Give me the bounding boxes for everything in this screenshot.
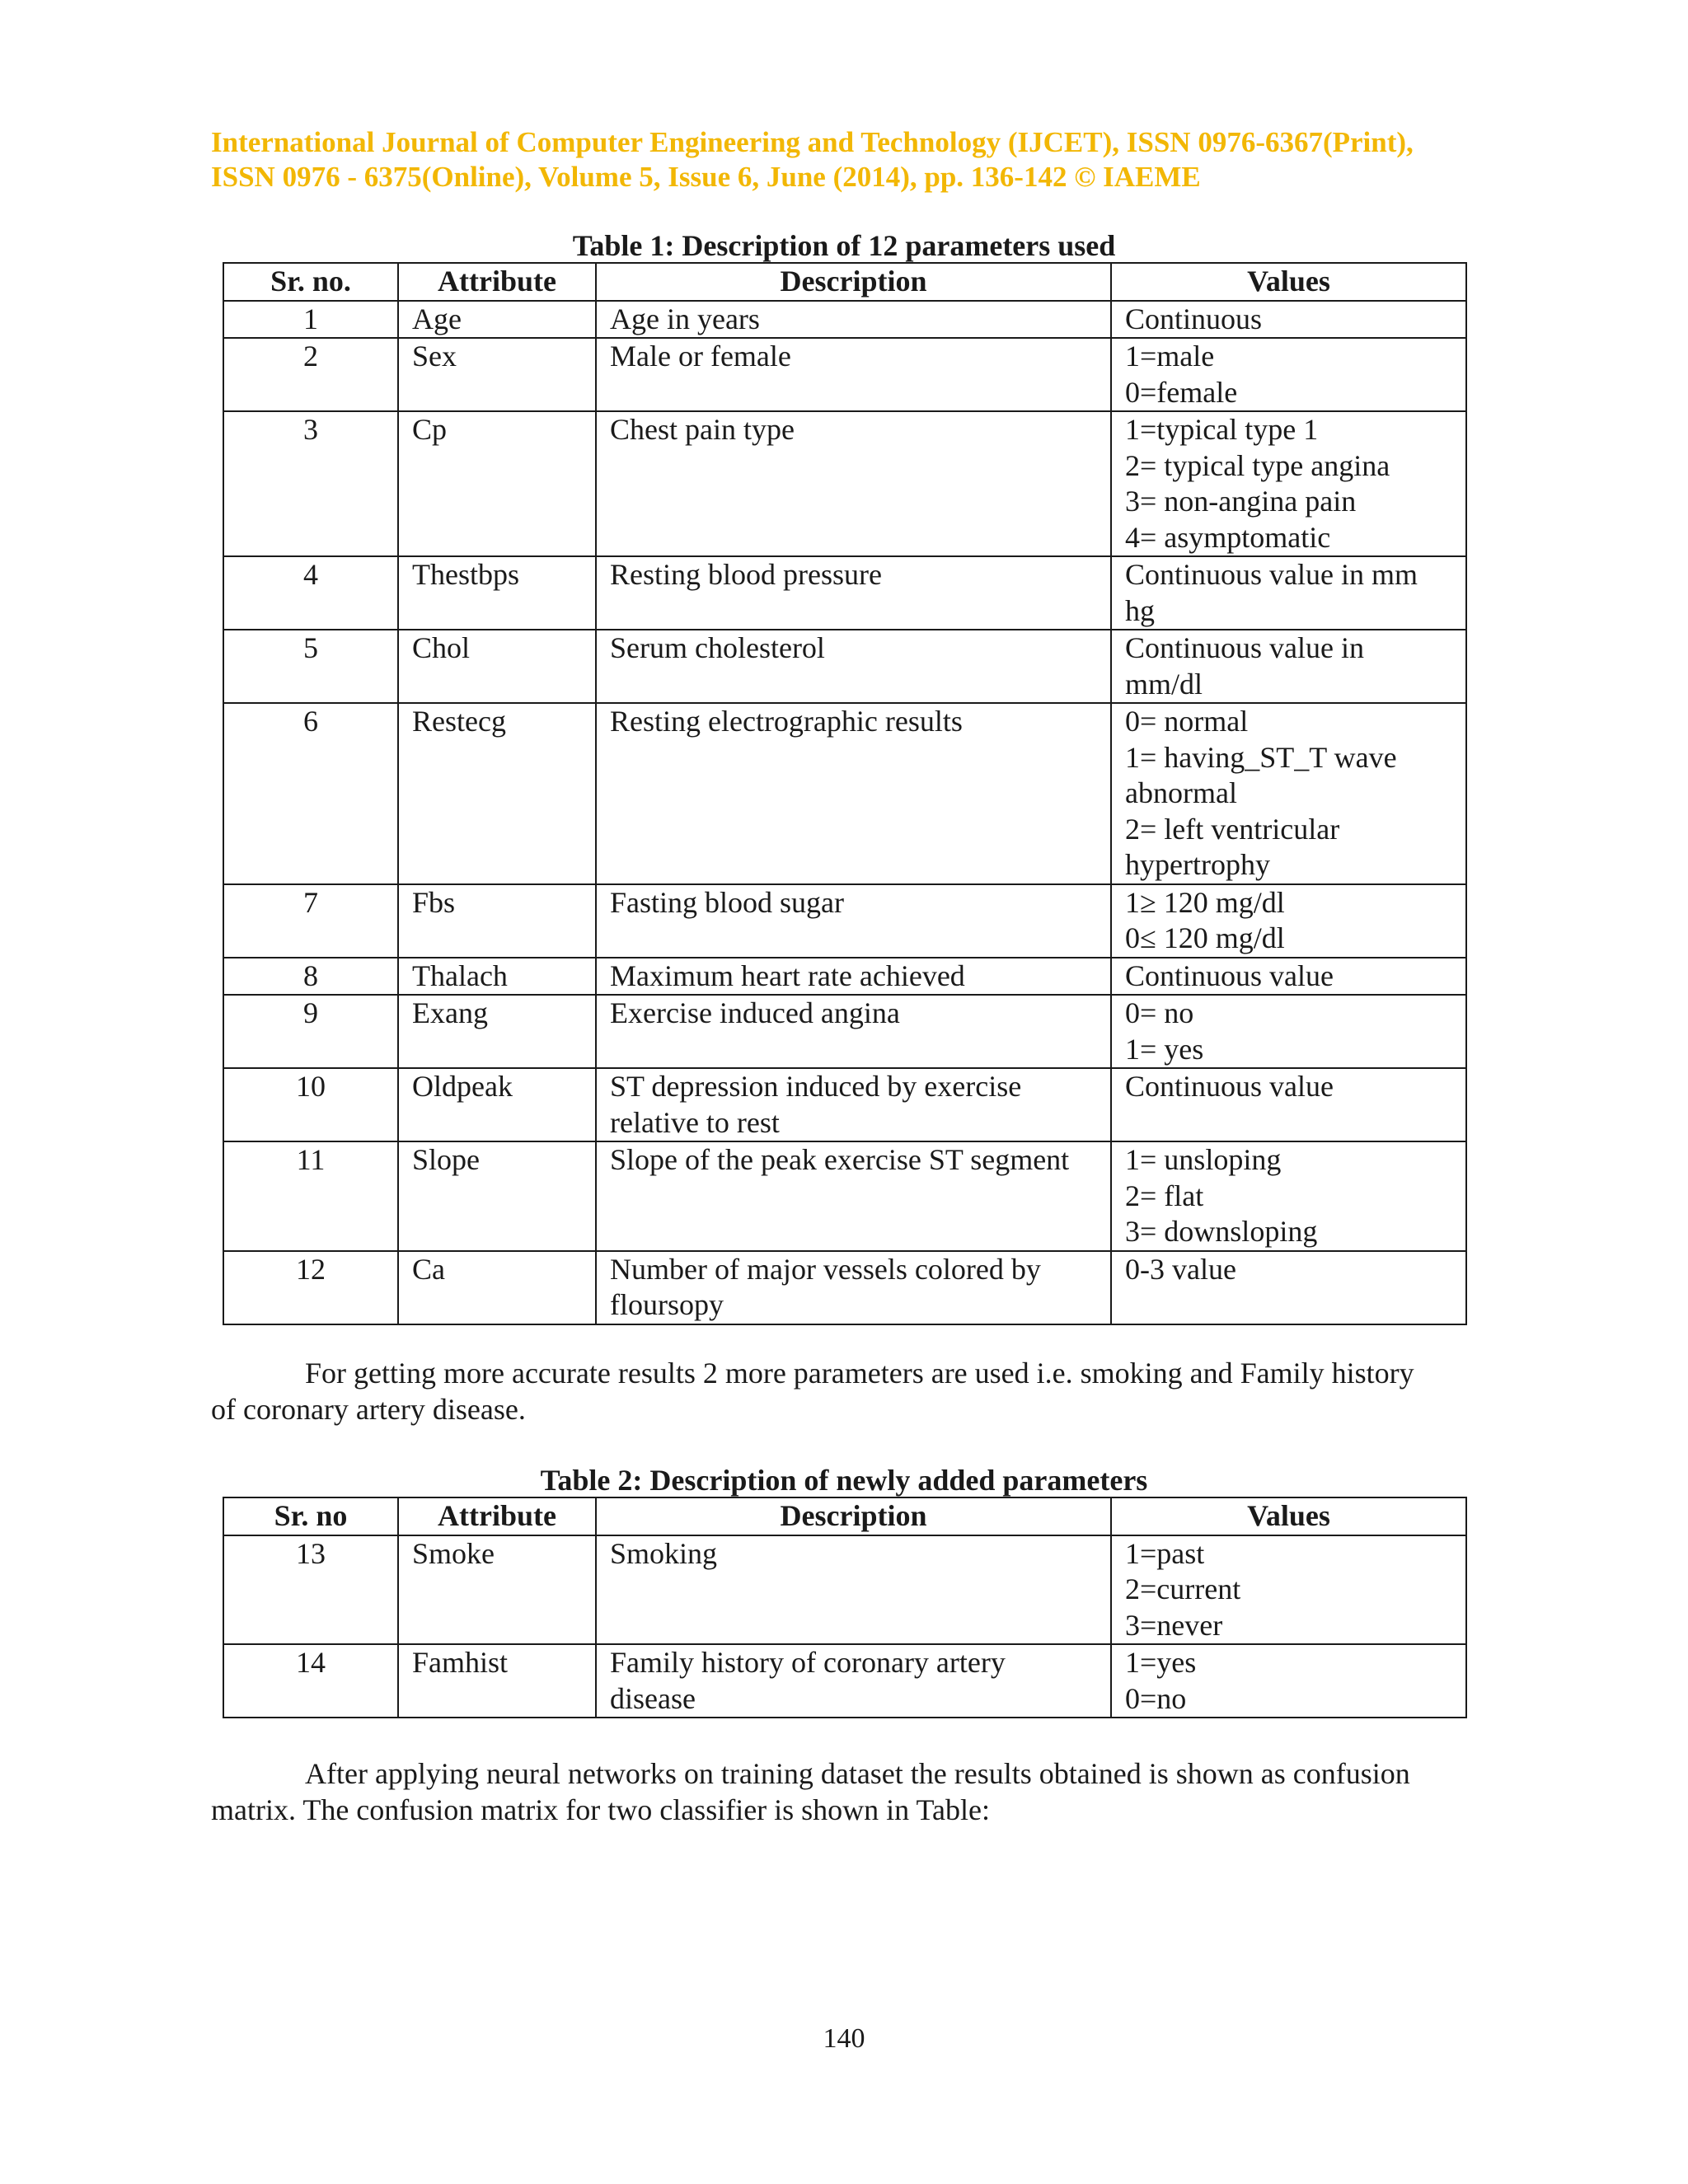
cell-description bbox=[596, 1535, 1111, 1645]
cell-values bbox=[1111, 884, 1466, 958]
table1-header-row bbox=[223, 263, 1466, 301]
cell-description bbox=[596, 556, 1111, 630]
journal-header bbox=[211, 125, 1480, 194]
cell-sr-no: 9 bbox=[223, 995, 398, 1068]
cell-sr-no: 12 bbox=[223, 1251, 398, 1324]
value-line: Continuous value in bbox=[1125, 631, 1364, 664]
description-line: Chest pain type bbox=[610, 413, 795, 446]
table2-header-attribute: Attribute bbox=[398, 1497, 596, 1535]
value-line: 1=yes bbox=[1125, 1646, 1197, 1679]
value-line: 2= typical type angina bbox=[1125, 448, 1390, 482]
description-line: relative to rest bbox=[610, 1105, 780, 1139]
cell-sr-no: 2 bbox=[223, 338, 398, 411]
value-line: mm/dl bbox=[1125, 667, 1203, 701]
paragraph2-line-1: After applying neural networks on training dataset the results obtained is shown as confusion bbox=[305, 1757, 1410, 1790]
cell-sr-no: 11 bbox=[223, 1141, 398, 1251]
table-row bbox=[223, 301, 1466, 339]
cell-sr-no: 3 bbox=[223, 411, 398, 556]
value-line: 1= having_ST_T wave bbox=[1125, 740, 1397, 774]
cell-description bbox=[596, 1251, 1111, 1324]
value-line: 1=past bbox=[1125, 1536, 1205, 1570]
value-line: Continuous value bbox=[1125, 958, 1334, 992]
table-row bbox=[223, 1251, 1466, 1324]
description-line: Serum cholesterol bbox=[610, 631, 825, 664]
table2-header-row bbox=[223, 1497, 1466, 1535]
journal-header-line-1: International Journal of Computer Engineering and Technology (IJCET), ISSN 0976-6367(Print), bbox=[211, 126, 1414, 158]
cell-values bbox=[1111, 630, 1466, 703]
table2-body bbox=[223, 1535, 1466, 1718]
description-line: Number of major vessels colored by bbox=[610, 1252, 1041, 1286]
value-line: Continuous value bbox=[1125, 1070, 1334, 1103]
table1-parameters bbox=[223, 262, 1467, 1325]
value-line: 1= unsloping bbox=[1125, 1143, 1282, 1176]
table-row bbox=[223, 630, 1466, 703]
cell-sr-no: 1 bbox=[223, 301, 398, 339]
table-row bbox=[223, 995, 1466, 1068]
cell-values bbox=[1111, 703, 1466, 884]
cell-sr-no: 14 bbox=[223, 1644, 398, 1718]
paragraph1-line-2: of coronary artery disease. bbox=[211, 1392, 526, 1426]
cell-description bbox=[596, 411, 1111, 556]
cell-attribute: Chol bbox=[398, 630, 596, 703]
table2-header-values: Values bbox=[1111, 1497, 1466, 1535]
cell-values bbox=[1111, 1141, 1466, 1251]
value-line: 4= asymptomatic bbox=[1125, 520, 1331, 554]
cell-attribute: Thalach bbox=[398, 958, 596, 996]
value-line: hg bbox=[1125, 593, 1155, 627]
table1-caption: Table 1: Description of 12 parameters used bbox=[572, 229, 1116, 262]
cell-attribute: Ca bbox=[398, 1251, 596, 1324]
cell-description bbox=[596, 1644, 1111, 1718]
table1-header-description: Description bbox=[596, 263, 1111, 301]
value-line: 0= normal bbox=[1125, 705, 1249, 738]
description-line: floursopy bbox=[610, 1288, 724, 1321]
cell-attribute: Age bbox=[398, 301, 596, 339]
cell-values bbox=[1111, 338, 1466, 411]
value-line: abnormal bbox=[1125, 776, 1237, 809]
table-row bbox=[223, 1535, 1466, 1645]
cell-attribute: Restecg bbox=[398, 703, 596, 884]
value-line: 1= yes bbox=[1125, 1032, 1204, 1066]
table1-header-attribute: Attribute bbox=[398, 263, 596, 301]
cell-attribute: Oldpeak bbox=[398, 1068, 596, 1141]
value-line: 0≤ 120 mg/dl bbox=[1125, 921, 1285, 954]
table-row bbox=[223, 556, 1466, 630]
cell-description bbox=[596, 958, 1111, 996]
cell-sr-no: 6 bbox=[223, 703, 398, 884]
cell-values bbox=[1111, 1644, 1466, 1718]
paragraph1-line-1: For getting more accurate results 2 more parameters are used i.e. smoking and Family history bbox=[305, 1357, 1414, 1390]
cell-values bbox=[1111, 1251, 1466, 1324]
value-line: hypertrophy bbox=[1125, 848, 1270, 881]
cell-attribute: Cp bbox=[398, 411, 596, 556]
description-line: ST depression induced by exercise bbox=[610, 1070, 1022, 1103]
cell-values bbox=[1111, 556, 1466, 630]
cell-sr-no: 7 bbox=[223, 884, 398, 958]
value-line: 0=female bbox=[1125, 375, 1238, 409]
value-line: 2= flat bbox=[1125, 1179, 1204, 1212]
value-line: 0=no bbox=[1125, 1681, 1187, 1715]
table1-header-values: Values bbox=[1111, 263, 1466, 301]
cell-values bbox=[1111, 411, 1466, 556]
description-line: Male or female bbox=[610, 340, 791, 373]
table-row bbox=[223, 884, 1466, 958]
cell-sr-no: 10 bbox=[223, 1068, 398, 1141]
cell-description bbox=[596, 995, 1111, 1068]
value-line: 3= downsloping bbox=[1125, 1215, 1318, 1248]
cell-description bbox=[596, 703, 1111, 884]
value-line: 0= no bbox=[1125, 996, 1194, 1029]
table2-caption: Table 2: Description of newly added parameters bbox=[540, 1464, 1148, 1497]
cell-attribute: Slope bbox=[398, 1141, 596, 1251]
cell-sr-no: 4 bbox=[223, 556, 398, 630]
description-line: Resting electrographic results bbox=[610, 705, 963, 738]
description-line: Fasting blood sugar bbox=[610, 885, 844, 919]
cell-attribute: Exang bbox=[398, 995, 596, 1068]
cell-values bbox=[1111, 995, 1466, 1068]
value-line: 1=male bbox=[1125, 340, 1215, 373]
cell-description bbox=[596, 1068, 1111, 1141]
journal-header-line-2: ISSN 0976 - 6375(Online), Volume 5, Issue 6, June (2014), pp. 136-142 © IAEME bbox=[211, 161, 1201, 193]
value-line: 0-3 value bbox=[1125, 1252, 1236, 1286]
description-line: Family history of coronary artery bbox=[610, 1646, 1006, 1679]
table-row bbox=[223, 338, 1466, 411]
table-row bbox=[223, 1141, 1466, 1251]
value-line: 2= left ventricular bbox=[1125, 812, 1340, 846]
value-line: Continuous bbox=[1125, 302, 1263, 335]
cell-sr-no: 5 bbox=[223, 630, 398, 703]
cell-attribute: Famhist bbox=[398, 1644, 596, 1718]
table2-header-description: Description bbox=[596, 1497, 1111, 1535]
description-line: Slope of the peak exercise ST segment bbox=[610, 1143, 1070, 1176]
table2-header-sr-no: Sr. no bbox=[223, 1497, 398, 1535]
cell-values bbox=[1111, 958, 1466, 996]
cell-description bbox=[596, 1141, 1111, 1251]
value-line: 1≥ 120 mg/dl bbox=[1125, 885, 1285, 919]
page-number: 140 bbox=[823, 2023, 865, 2054]
table2-new-parameters bbox=[223, 1497, 1467, 1718]
description-line: Resting blood pressure bbox=[610, 558, 882, 591]
value-line: 2=current bbox=[1125, 1572, 1241, 1605]
cell-values bbox=[1111, 1535, 1466, 1645]
paragraph-additional-parameters bbox=[211, 1356, 1467, 1427]
description-line: Smoking bbox=[610, 1536, 718, 1570]
table1-body bbox=[223, 301, 1466, 1324]
cell-attribute: Thestbps bbox=[398, 556, 596, 630]
table-row bbox=[223, 958, 1466, 996]
description-line: Maximum heart rate achieved bbox=[610, 958, 965, 992]
cell-description bbox=[596, 301, 1111, 339]
table-row bbox=[223, 1644, 1466, 1718]
value-line: Continuous value in mm bbox=[1125, 558, 1418, 591]
cell-values bbox=[1111, 301, 1466, 339]
table-row bbox=[223, 1068, 1466, 1141]
cell-description bbox=[596, 338, 1111, 411]
value-line: 1=typical type 1 bbox=[1125, 413, 1319, 446]
cell-attribute: Fbs bbox=[398, 884, 596, 958]
description-line: disease bbox=[610, 1681, 696, 1715]
cell-description bbox=[596, 884, 1111, 958]
cell-description bbox=[596, 630, 1111, 703]
table-row bbox=[223, 703, 1466, 884]
table-row bbox=[223, 411, 1466, 556]
cell-sr-no: 13 bbox=[223, 1535, 398, 1645]
cell-attribute: Smoke bbox=[398, 1535, 596, 1645]
cell-values bbox=[1111, 1068, 1466, 1141]
cell-sr-no: 8 bbox=[223, 958, 398, 996]
table1-header-sr-no: Sr. no. bbox=[223, 263, 398, 301]
value-line: 3= non-angina pain bbox=[1125, 485, 1357, 518]
description-line: Age in years bbox=[610, 302, 760, 335]
description-line: Exercise induced angina bbox=[610, 996, 900, 1029]
paragraph2-line-2: matrix. The confusion matrix for two classifier is shown in Table: bbox=[211, 1793, 990, 1826]
paragraph-confusion-matrix bbox=[211, 1756, 1467, 1828]
value-line: 3=never bbox=[1125, 1608, 1223, 1642]
cell-attribute: Sex bbox=[398, 338, 596, 411]
